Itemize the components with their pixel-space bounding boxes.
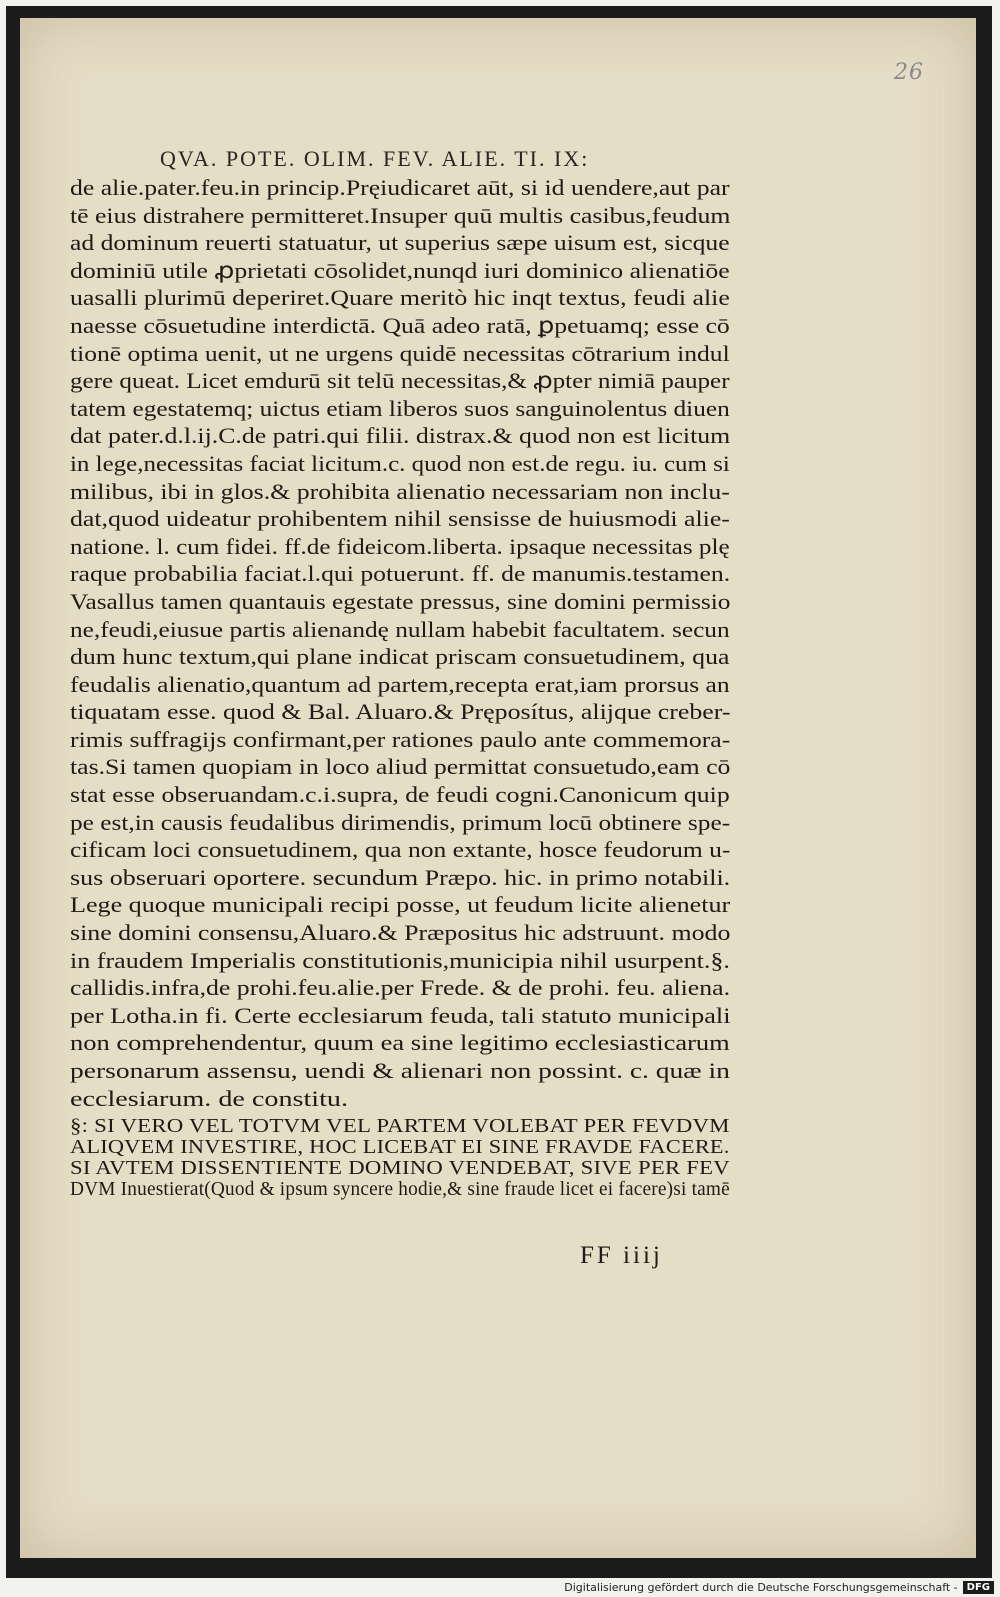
text-line: raque probabilia faciat.l.qui potuerunt. ff. de manumis.testamen. [70,561,731,587]
text-line: in lege,necessitas faciat licitum.c. quod non est.de regu. iu. cum si [70,450,730,476]
text-line: tiquatam esse. quod & Bal. Aluaro.& Pręposítus, alijque creber- [70,699,731,725]
text-line: ne,feudi,eiusue partis alienandę nullam habebit facultatem. secun [70,616,730,642]
footer-credit [564,1578,994,1597]
text-line: sus obseruari oportere. secundum Præpo. hic. in primo notabili. [70,864,731,890]
excerpt-line: ALIQVEM INVESTIRE, HOC LICEBAT EI SINE FRAVDE FACERE. [70,1137,730,1159]
text-line: dat pater.d.l.ij.C.de patri.qui filii. distrax.& quod non est licitum [70,423,731,449]
text-line: cificam loci consuetudinem, qua non extante, hosce feudorum u- [70,837,731,863]
text-line: dat,quod uideatur prohibentem nihil sensisse de huiusmodi alie- [70,506,730,532]
text-line: non comprehendentur, quum ea sine legitimo ecclesiasticarum [70,1030,730,1056]
text-line: personarum assensu, uendi & alienari non possint. c. quæ in [70,1058,730,1083]
text-line: Vasallus tamen quantauis egestate pressus, sine domini permissio [70,588,731,614]
signature-mark: FF iiij [580,1242,663,1269]
text-line: feudalis alienatio,quantum ad partem,recepta erat,iam prorsus an [70,671,730,697]
text-line: tas.Si tamen quopiam in loco aliud permittat consuetudo,eam cō [70,754,731,780]
text-line: ad dominum reuerti statuatur, ut superius sæpe uisum est, sicque [70,230,730,256]
text-line: milibus, ibi in glos.& prohibita alienatio necessariam non inclu- [70,478,730,504]
text-line: gere queat. Licet emdurū sit telū necessitas,& ꝓpter nimiā pauper [70,368,730,394]
text-line: tē eius distrahere permitteret.Insuper quū multis casibus,feudum [70,202,731,228]
text-line: per Lotha.in fi. Certe ecclesiarum feuda, tali statuto municipali [70,1002,731,1028]
text-line: natione. l. cum fidei. ff.de fideicom.liberta. ipsaque necessitas plę [70,533,730,559]
text-line: in fraudem Imperialis constitutionis,municipia nihil usurpent.§. [70,947,730,973]
text-line: dum hunc textum,qui plane indicat priscam consuetudinem, qua [70,644,730,670]
body-text [70,174,750,1200]
excerpt-line: DVM Inuestierat(Quod & ipsum syncere hodie,& sine fraude licet ei facere)si tamē [70,1179,730,1201]
excerpt-line: §: SI VERO VEL TOTVM VEL PARTEM VOLEBAT PER FEVDVM [70,1116,730,1138]
text-line: ecclesiarum. de constitu. [70,1085,349,1111]
text-line: naesse cōsuetudine interdictā. Quā adeo ratā, ꝑpetuamq; esse cō [70,312,730,338]
text-line: pe est,in causis feudalibus dirimendis, primum locū obtinere spe- [70,809,731,835]
text-line: rimis suffragijs confirmant,per rationes paulo ante commemora- [70,726,731,752]
feudal-law-excerpt [70,1116,750,1200]
text-line: callidis.infra,de prohi.feu.alie.per Frede. & de prohi. feu. aliena. [70,975,731,1001]
dfg-logo: DFG [963,1581,994,1594]
excerpt-line: SI AVTEM DISSENTIENTE DOMINO VENDEBAT, SIVE PER FEV [70,1158,730,1180]
running-head: QVA. POTE. OLIM. FEV. ALIE. TI. IX: [160,146,590,171]
text-line: de alie.pater.feu.in princip.Pręiudicaret aūt, si id uendere,aut par [70,175,730,200]
text-line: dominiū utile ꝓprietati cōsolidet,nunqd iuri dominico alienatiōe [70,257,730,283]
text-line: tatem egestatemq; uictus etiam liberos suos sanguinolentus diuen [70,395,730,421]
text-line: tionē optima uenit, ut ne urgens quidē necessitas cōtrarium indul [70,340,730,366]
text-line: sine domini consensu,Aluaro.& Præpositus hic adstruunt. modo [70,920,731,946]
footer-text: Digitalisierung gefördert durch die Deutsche Forschungsgemeinschaft - [564,1581,958,1594]
text-line: uasalli plurimū deperiret.Quare meritò hic inqt textus, feudi alie [70,285,730,311]
scan-frame [6,6,992,1578]
folio-number: 26 [894,60,924,85]
book-page [20,18,976,1558]
text-line: stat esse obseruandam.c.i.supra, de feudi cogni.Canonicum quip [70,782,730,808]
text-line: Lege quoque municipali recipi posse, ut feudum licite alienetur [70,892,731,918]
